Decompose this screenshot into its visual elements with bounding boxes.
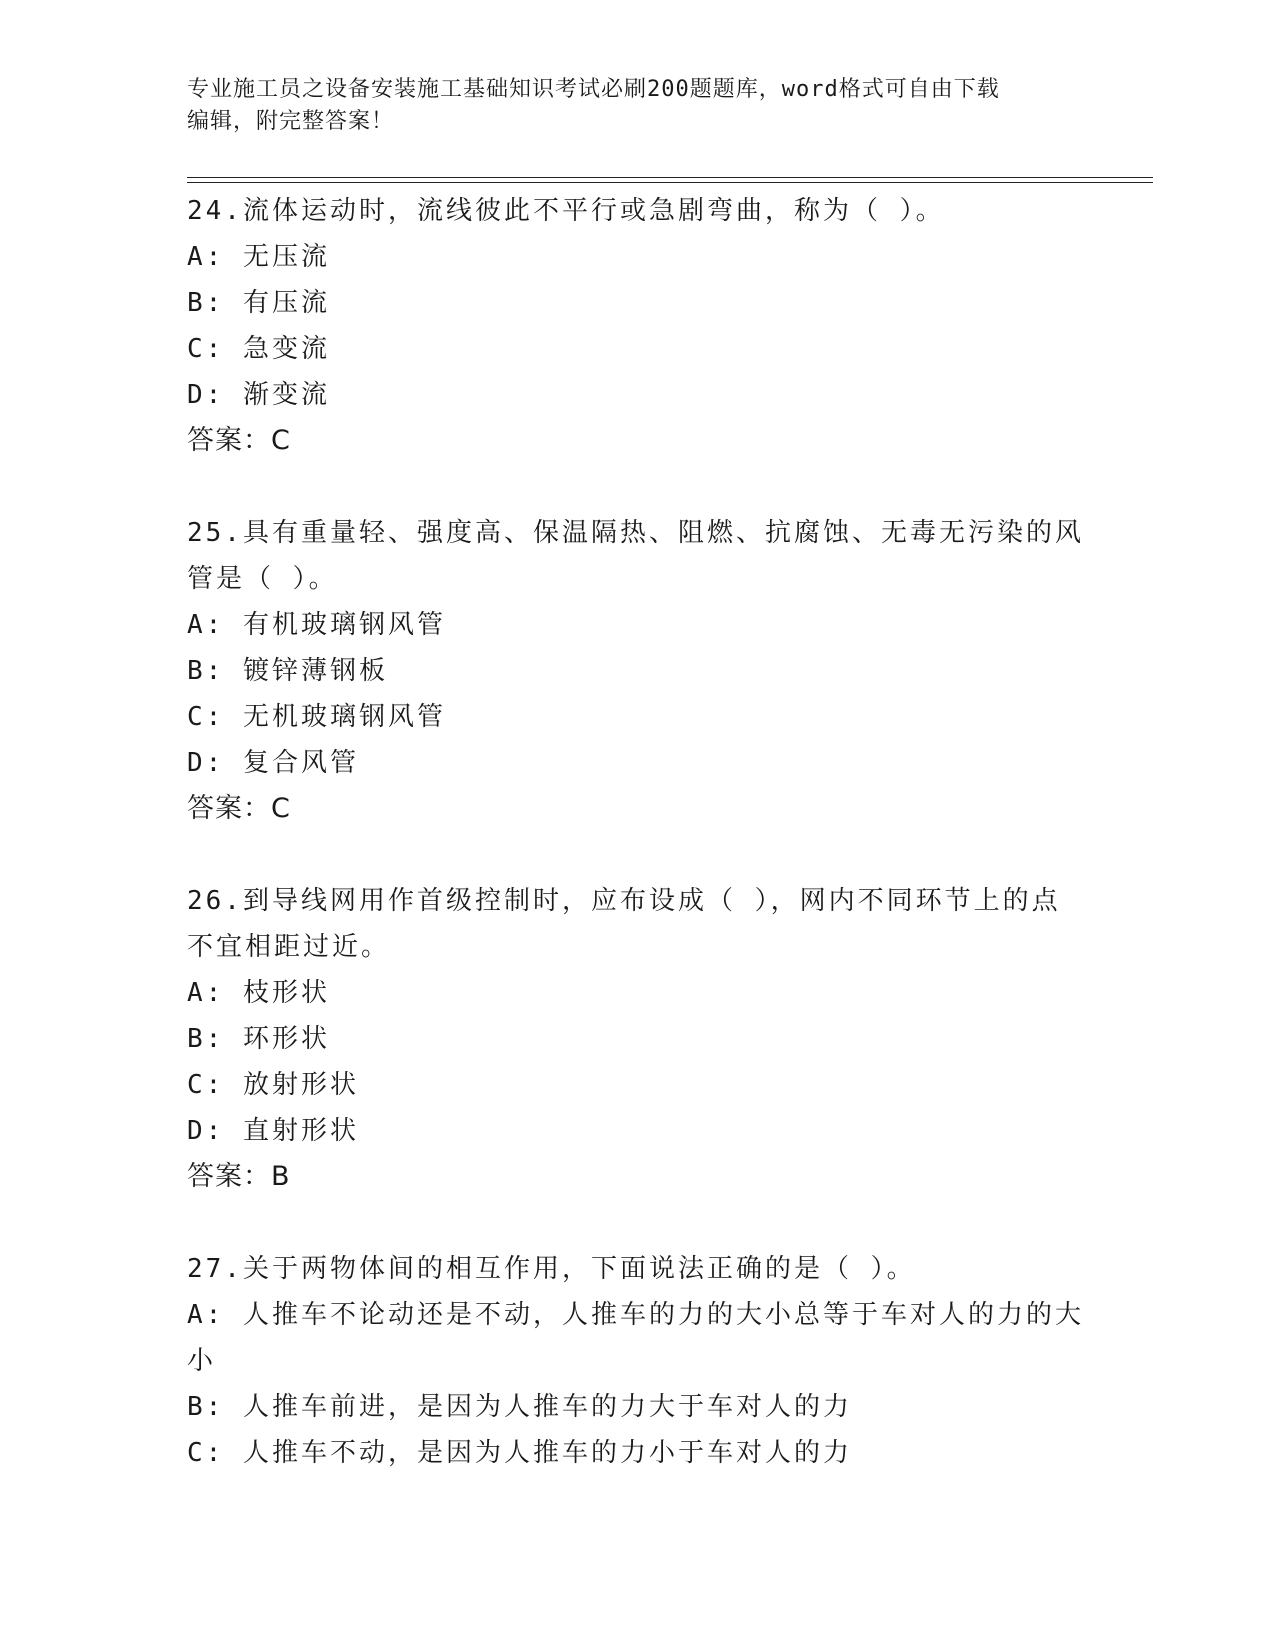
answer: 答案：C — [187, 793, 291, 824]
question-25 — [187, 510, 1087, 832]
question-stem: 26.到导线网用作首级控制时，应布设成（ ），网内不同环节上的点 — [187, 886, 1061, 916]
option-b: B: 人推车前进，是因为人推车的力大于车对人的力 — [187, 1392, 852, 1422]
option-c: C: 放射形状 — [187, 1070, 359, 1100]
question-list — [187, 188, 1087, 1476]
header-divider-bottom — [187, 182, 1153, 183]
option-b: B: 环形状 — [187, 1024, 330, 1054]
question-stem-continued: 不宜相距过近。 — [187, 932, 391, 962]
option-c: C: 急变流 — [187, 334, 330, 364]
header-line-2: 编辑，附完整答案！ — [187, 109, 395, 134]
option-d: D: 渐变流 — [187, 380, 330, 410]
option-d: D: 直射形状 — [187, 1116, 359, 1146]
option-a: A: 枝形状 — [187, 978, 330, 1008]
question-24 — [187, 188, 1087, 464]
answer: 答案：B — [187, 1161, 291, 1192]
option-a: A: 无压流 — [187, 242, 330, 272]
answer: 答案：C — [187, 425, 291, 456]
option-a: A: 人推车不论动还是不动，人推车的力的大小总等于车对人的力的大 — [187, 1300, 1084, 1330]
question-stem: 25.具有重量轻、强度高、保温隔热、阻燃、抗腐蚀、无毒无污染的风 — [187, 518, 1084, 548]
option-d: D: 复合风管 — [187, 748, 359, 778]
option-b: B: 镀锌薄钢板 — [187, 656, 388, 686]
option-b: B: 有压流 — [187, 288, 330, 318]
question-27 — [187, 1246, 1087, 1476]
question-26 — [187, 878, 1087, 1200]
header-divider-top — [187, 177, 1153, 178]
question-stem-continued: 管是（ ）。 — [187, 564, 338, 594]
option-c: C: 人推车不动，是因为人推车的力小于车对人的力 — [187, 1438, 852, 1468]
document-header — [187, 74, 1087, 138]
option-a: A: 有机玻璃钢风管 — [187, 610, 446, 640]
question-stem: 27.关于两物体间的相互作用，下面说法正确的是（ ）。 — [187, 1254, 916, 1284]
option-c: C: 无机玻璃钢风管 — [187, 702, 446, 732]
header-line-1: 专业施工员之设备安装施工基础知识考试必刷200题题库，word格式可自由下载 — [187, 77, 1000, 102]
option-a-continued: 小 — [187, 1346, 217, 1376]
question-stem: 24.流体运动时，流线彼此不平行或急剧弯曲，称为（ ）。 — [187, 196, 945, 226]
